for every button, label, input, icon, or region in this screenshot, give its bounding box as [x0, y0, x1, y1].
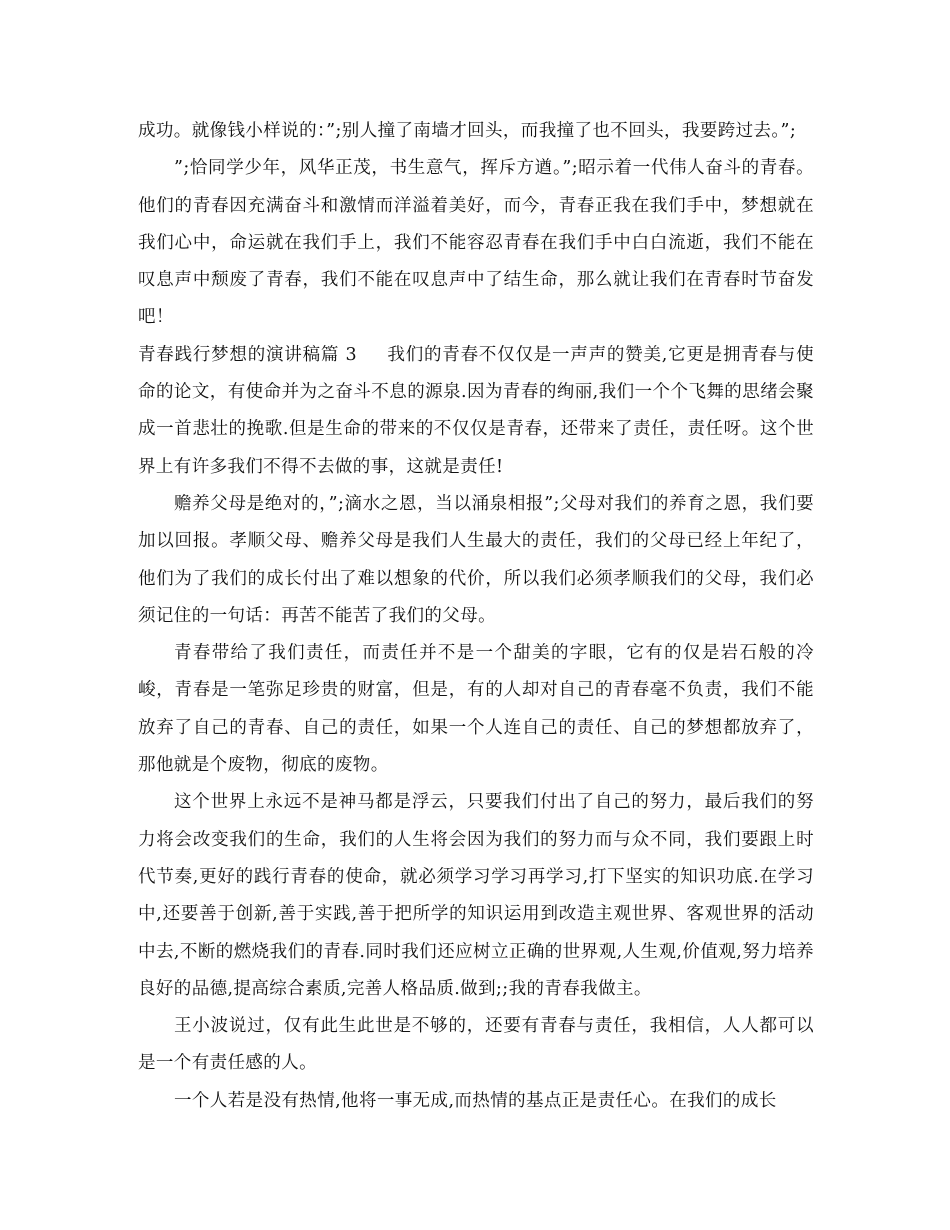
paragraph-7: 王小波说过，仅有此生此世是不够的，还要有青春与责任，我相信，人人都可以是一个有责任感的人。: [138, 1016, 814, 1074]
paragraph-3: [138, 337, 814, 486]
paragraph-6: 这个世界上永远不是神马都是浮云，只要我们付出了自己的努力，最后我们的努力将会改变我们的生命，我们的人生将会因为我们的努力而与众不同，我们要跟上时代节奏,更好的践行青春的使命，就必须学习学习再学习,打下坚实的知识功底.在学习中,还要善于创新,善于实践,善于把所学的知识运用到改造主观世界、客观世界的活动中去,不断的燃烧我们的青春.同时我们还应树立正确的世界观,人生观,价值观,努力培养良好的品德,提高综合素质,完善人格品质.做到;;我的青春我做主。: [138, 792, 814, 999]
paragraph-3-body: 我们的青春不仅仅是一声声的赞美,它更是拥青春与使命的论文，有使命并为之奋斗不息的源泉.因为青春的绚丽,我们一个个飞舞的思绪会聚成一首悲壮的挽歌.但是生命的带来的不仅仅是青春，还带来了责任，责任呀。这个世界上有许多我们不得不去做的事，这就是责任!: [138, 344, 814, 477]
paragraph-1: 成功。就像钱小样说的：”;别人撞了南墙才回头，而我撞了也不回头，我要跨过去。”;: [138, 121, 797, 141]
paragraph-4: 赡养父母是绝对的，”;滴水之恩，当以涌泉相报”;父母对我们的养育之恩，我们要加以回报。孝顺父母、赡养父母是我们人生最大的责任，我们的父母已经上年纪了，他们为了我们的成长付出了难以想象的代价，所以我们必须孝顺我们的父母，我们必须记住的一句话：再苦不能苦了我们的父母。: [138, 493, 814, 626]
paragraph-2: ”;恰同学少年，风华正茂，书生意气，挥斥方遒。”;昭示着一代伟人奋斗的青春。他们的青春因充满奋斗和激情而洋溢着美好，而今，青春正我在我们手中，梦想就在我们心中，命运就在我们手上，我们不能容忍青春在我们手中白白流逝，我们不能在叹息声中颓废了青春，我们不能在叹息声中了结生命，那么就让我们在青春时节奋发吧！: [138, 158, 814, 328]
document-page: [138, 113, 814, 1120]
paragraph-8: 一个人若是没有热情,他将一事无成,而热情的基点正是责任心。在我们的成长: [174, 1090, 777, 1111]
paragraph-5: 青春带给了我们责任，而责任并不是一个甜美的字眼，它有的仅是岩石般的冷峻，青春是一笔弥足珍贵的财富，但是，有的人却对自己的青春毫不负责，我们不能放弃了自己的青春、自己的责任，如果一个人连自己的责任、自己的梦想都放弃了，那他就是个废物，彻底的废物。: [138, 643, 814, 776]
section-heading: 青春践行梦想的演讲稿篇 3: [138, 344, 358, 365]
